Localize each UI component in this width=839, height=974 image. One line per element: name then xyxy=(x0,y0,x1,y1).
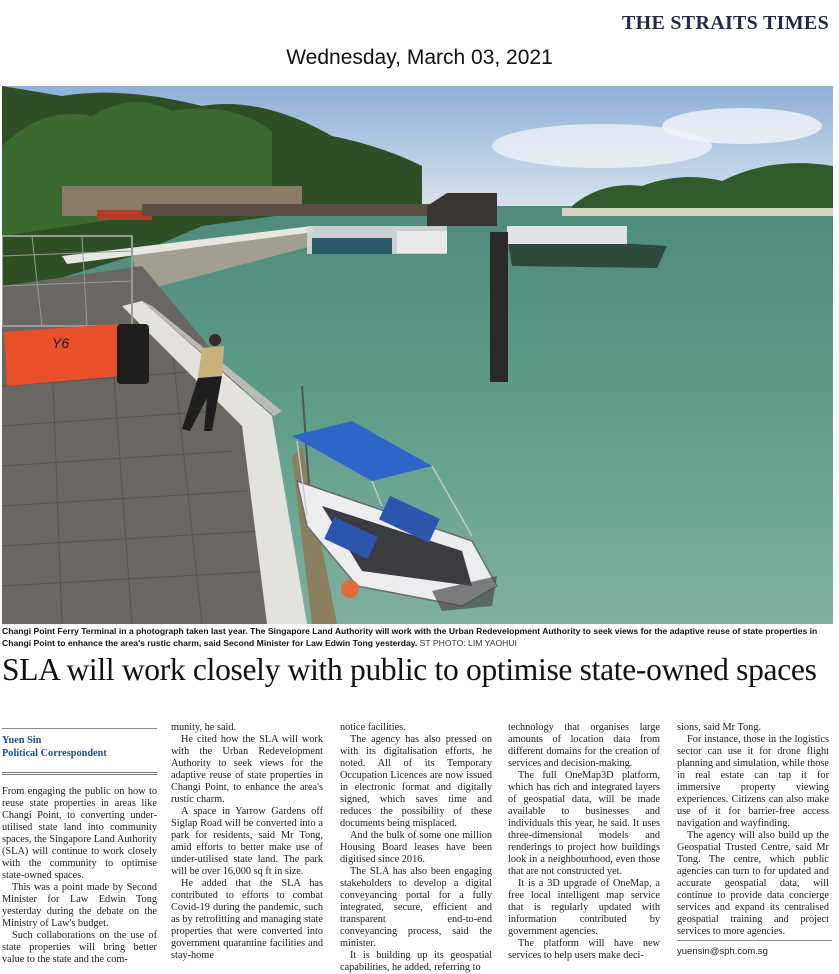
article-column-1 xyxy=(2,786,157,966)
paragraph: sions, said Mr Tong. xyxy=(677,722,762,733)
barrier-graffiti: Y6 xyxy=(52,335,70,351)
byline-bottom-rule xyxy=(2,772,157,775)
article-column-4 xyxy=(508,722,660,962)
paragraph: He added that the SLA has contributed to efforts to combat Covid-19 during the pandemic, such as by retrofitting and managing state properties that were converted into government quarantine facilities and stay-home xyxy=(171,878,323,961)
paragraph: It is building up its geospatial capabilities, he added, referring to xyxy=(340,950,492,973)
paragraph: Such collaborations on the use of state properties will bring better value to the state and the com- xyxy=(2,930,157,965)
paragraph: The agency has also pressed on with its digitalisation efforts, he noted. All of its Temporary Occupation Licences are now issued in electronic format and digitally signed, which saves time and reduces the possibility of these documents being misplaced. xyxy=(340,734,492,829)
byline-top-rule xyxy=(2,728,157,729)
paragraph: The SLA has also been engaging stakeholders to develop a digital conveyancing portal for a fully integrated, secure, efficient and transparent end-to-end conveyancing process, said the minister. xyxy=(340,866,492,949)
paragraph: munity, he said. xyxy=(171,722,237,733)
paragraph: The platform will have new services to help users make deci- xyxy=(508,938,660,961)
paragraph: notice facilities. xyxy=(340,722,406,733)
paragraph: From engaging the public on how to reuse state properties in areas like Changi Point, to converting under-utilised state land into community spaces, the Singapore Land Authority (SLA) will continue to work closely with the community to optimise state-owned spaces. xyxy=(2,786,157,881)
caption-text: Changi Point Ferry Terminal in a photograph taken last year. The Singapore Land Authority will work with the Urban Redevelopment Authority to seek views for the adaptive reuse of state properties in Changi Point to enhance the area's rustic charm, said Second Minister for Law Edwin Tong yesterday. xyxy=(2,626,818,648)
paragraph: For instance, those in the logistics sector can use it for drone flight planning and simulation, while those in real estate can tap it for immersive property viewing experiences. Citizens can also make use of it for barrier-free access navigation and wayfinding. xyxy=(677,734,829,829)
photo-credit: ST PHOTO: LIM YAOHUI xyxy=(419,637,517,648)
paragraph: He cited how the SLA will work with the Urban Redevelopment Authority to seek views for the adaptive reuse of state properties in Changi Point, to enhance the area's rustic charm. xyxy=(171,734,323,805)
paragraph: And the bulk of some one million Housing Board leases have been digitised since 2016. xyxy=(340,830,492,865)
article-column-2 xyxy=(171,722,323,962)
paragraph: This was a point made by Second Minister for Law Edwin Tong yesterday during the debate on the Ministry of Law's budget. xyxy=(2,882,157,929)
article-column-3 xyxy=(340,722,492,974)
article-headline: SLA will work closely with public to optimise state-owned spaces xyxy=(2,652,817,687)
paragraph: The full OneMap3D platform, which has rich and integrated layers of geospatial data, will be made available to businesses and individuals this year, he said. It uses three-dimensional models and renderings to project how buildings look in a neighbourhood, even those that are not constructed yet. xyxy=(508,770,660,877)
photo-caption xyxy=(2,626,833,649)
publication-date: Wednesday, March 03, 2021 xyxy=(286,46,553,69)
paragraph: It is a 3D upgrade of OneMap, a free local intelligent map service that is regularly updated with information contributed by government agencies. xyxy=(508,878,660,937)
paragraph: The agency will also build up the Geospatial Trusted Centre, said Mr Tong. The centre, which public agencies can turn to for updated and accurate geospatial data, will continue to provide data concierge services and expand its centralised geospatial training and project services to more agencies. xyxy=(677,830,829,937)
byline-role: Political Correspondent xyxy=(2,748,107,759)
article-column-5 xyxy=(677,722,829,938)
paragraph: A space in Yarrow Gardens off Siglap Road will be converted into a park for residents, said Mr Tong, amid efforts to better make use of under-utilised state land. The park will be over 16,000 sq ft in size. xyxy=(171,806,323,877)
masthead: THE STRAITS TIMES xyxy=(621,12,829,34)
paragraph: technology that organises large amounts of location data from different domains for the creation of services and decision-making. xyxy=(508,722,660,769)
article-photo xyxy=(2,86,833,624)
email-rule xyxy=(677,940,832,941)
author-email: yuensin@sph.com.sg xyxy=(677,946,768,957)
byline-name: Yuen Sin xyxy=(2,735,42,746)
